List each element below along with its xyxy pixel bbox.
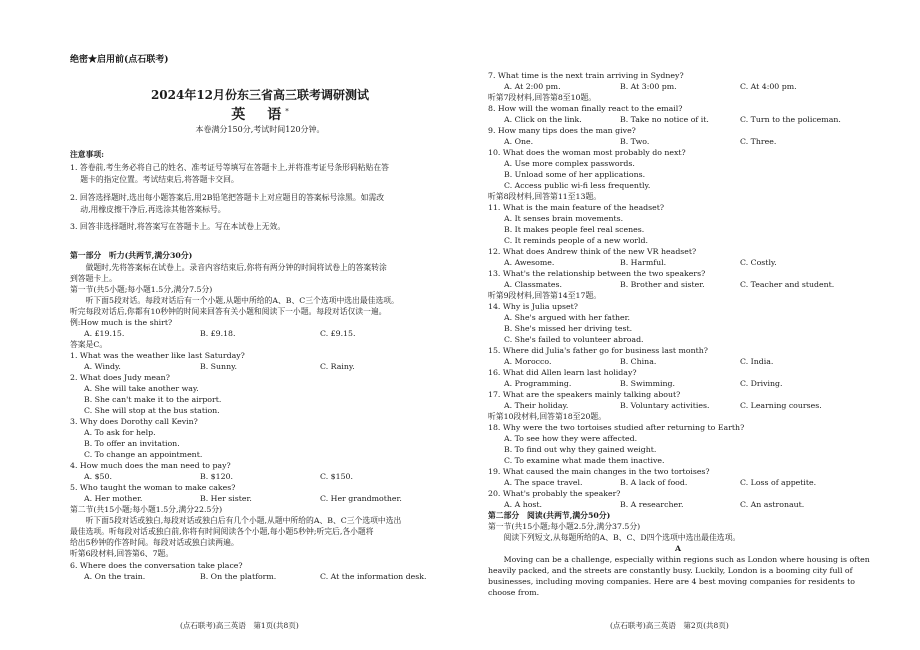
question-8: 8. How will the woman finally react to the email? bbox=[488, 104, 683, 113]
option: C. At the information desk. bbox=[320, 572, 427, 581]
page-footer: (点石联考)高三英语 第1页(共8页) bbox=[180, 621, 299, 630]
option: A. Windy. bbox=[84, 362, 121, 371]
option: C. To change an appointment. bbox=[84, 450, 203, 459]
option: B. Harmful. bbox=[620, 258, 667, 267]
section2-header: 第二节(共15小题;每小题1.5分,满分22.5分) bbox=[70, 505, 223, 514]
option: B. A lack of food. bbox=[620, 478, 688, 487]
option: B. Take no notice of it. bbox=[620, 115, 709, 124]
option: C. £9.15. bbox=[320, 329, 356, 338]
option: B. She can't make it to the airport. bbox=[84, 395, 222, 404]
option: C. India. bbox=[740, 357, 774, 366]
listening-instruction: 听第6段材料,回答第6、7题。 bbox=[70, 549, 174, 558]
question-5: 5. Who taught the woman to make cakes? bbox=[70, 483, 236, 492]
option: B. To offer an invitation. bbox=[84, 439, 180, 448]
question-20: 20. What's probably the speaker? bbox=[488, 489, 621, 498]
option: B. Brother and sister. bbox=[620, 280, 705, 289]
listening-instruction: 听第10段材料,回答第18至20题。 bbox=[488, 412, 607, 421]
section2-intro: 最佳选项。听每段对话或独白前,你将有时间阅读各个小题,每小题5秒钟;听完后,各小题将 bbox=[70, 527, 374, 536]
option: A. Her mother. bbox=[84, 494, 143, 503]
option: C. It reminds people of a new world. bbox=[504, 236, 648, 245]
option: C. Three. bbox=[740, 137, 777, 146]
confidential-label: 绝密★启用前(点石联考) bbox=[70, 55, 169, 65]
section2-intro: 听下面5段对话或独白,每段对话或独白后有几个小题,从题中所给的A、B、C三个选项中选出 bbox=[70, 516, 402, 525]
example-question: 例:How much is the shirt? bbox=[70, 318, 173, 327]
exam-meta: 本卷满分150分,考试时间120分钟。 bbox=[195, 125, 325, 134]
note-line: 动,用橡皮擦干净后,再选涂其他答案标号。 bbox=[70, 205, 226, 214]
listening-instruction: 听第7段材料,回答第8至10题。 bbox=[488, 93, 597, 102]
option: B. On the platform. bbox=[200, 572, 277, 581]
question-15: 15. Where did Julia's father go for business last month? bbox=[488, 346, 708, 355]
option: C. She's failed to volunteer abroad. bbox=[504, 335, 644, 344]
option: C. Turn to the policeman. bbox=[740, 115, 841, 124]
question-6: 6. Where does the conversation take place? bbox=[70, 561, 243, 570]
option: C. Learning courses. bbox=[740, 401, 822, 410]
note-line: 2. 回答选择题时,选出每小题答案后,用2B铅笔把答题卡上对应题目的答案标号涂黑。如需改 bbox=[70, 193, 385, 202]
example-answer: 答案是C。 bbox=[70, 340, 108, 349]
option: C. Driving. bbox=[740, 379, 783, 388]
section1-intro: 听完每段对话后,你都有10秒钟的时间来回答有关小题和阅读下一小题。每段对话仅读一遍。 bbox=[70, 307, 387, 316]
page-2 bbox=[460, 0, 920, 650]
subject-title: 英 语* bbox=[231, 107, 289, 123]
part2-section1-header: 第一节(共15小题;每小题2.5分,满分37.5分) bbox=[488, 522, 641, 531]
question-16: 16. What did Allen learn last holiday? bbox=[488, 368, 637, 377]
part1-header: 第一部分 听力(共两节,满分30分) bbox=[70, 251, 193, 260]
option: B. A researcher. bbox=[620, 500, 684, 509]
option: B. At 3:00 pm. bbox=[620, 82, 677, 91]
question-19: 19. What caused the main changes in the two tortoises? bbox=[488, 467, 710, 476]
question-1: 1. What was the weather like last Saturday? bbox=[70, 351, 245, 360]
note-line: 1. 答卷前,考生务必将自己的姓名、准考证号等填写在答题卡上,并将准考证号条形码粘贴在答 bbox=[70, 163, 389, 172]
note-line: 3. 回答非选择题时,将答案写在答题卡上。写在本试卷上无效。 bbox=[70, 222, 286, 231]
option: A. The space travel. bbox=[504, 478, 583, 487]
option: B. Voluntary activities. bbox=[620, 401, 710, 410]
question-7: 7. What time is the next train arriving in Sydney? bbox=[488, 71, 684, 80]
question-2: 2. What does Judy mean? bbox=[70, 373, 170, 382]
section1-header: 第一节(共5小题;每小题1.5分,满分7.5分) bbox=[70, 285, 213, 294]
option: A. She's argued with her father. bbox=[504, 313, 630, 322]
option: B. Sunny. bbox=[200, 362, 237, 371]
option: C. To examine what made them inactive. bbox=[504, 456, 665, 465]
listening-instruction: 听第8段材料,回答第11至13题。 bbox=[488, 192, 602, 201]
passage-line: choose from. bbox=[488, 588, 540, 597]
option: C. At 4:00 pm. bbox=[740, 82, 797, 91]
option: B. $120. bbox=[200, 472, 234, 481]
section1-intro: 听下面5段对话。每段对话后有一个小题,从题中所给的A、B、C三个选项中选出最佳选项。 bbox=[70, 296, 399, 305]
option: A. Morocco. bbox=[504, 357, 552, 366]
option: A. A host. bbox=[504, 500, 543, 509]
option: C. Her grandmother. bbox=[320, 494, 402, 503]
option: C. Rainy. bbox=[320, 362, 355, 371]
option: B. She's missed her driving test. bbox=[504, 324, 633, 333]
option: C. Teacher and student. bbox=[740, 280, 835, 289]
option: B. To find out why they gained weight. bbox=[504, 445, 657, 454]
option: B. Two. bbox=[620, 137, 650, 146]
option: A. Use more complex passwords. bbox=[504, 159, 635, 168]
option: B. Her sister. bbox=[200, 494, 252, 503]
question-14: 14. Why is Julia upset? bbox=[488, 302, 578, 311]
option: A. To see how they were affected. bbox=[504, 434, 638, 443]
question-17: 17. What are the speakers mainly talking about? bbox=[488, 390, 681, 399]
option: A. Classmates. bbox=[504, 280, 562, 289]
question-4: 4. How much does the man need to pay? bbox=[70, 461, 231, 470]
part1-intro: 做题时,先将答案标在试卷上。录音内容结束后,你将有两分钟的时间将试卷上的答案转涂 bbox=[70, 263, 387, 272]
question-12: 12. What does Andrew think of the new VR headset? bbox=[488, 247, 697, 256]
option: C. Loss of appetite. bbox=[740, 478, 817, 487]
passage-line: Moving can be a challenge, especially within regions such as London where housing is often bbox=[488, 555, 870, 564]
option: B. Swimming. bbox=[620, 379, 675, 388]
listening-instruction: 听第9段材料,回答第14至17题。 bbox=[488, 291, 602, 300]
question-3: 3. Why does Dorothy call Kevin? bbox=[70, 417, 198, 426]
option: C. Access public wi-fi less frequently. bbox=[504, 181, 651, 190]
note-line: 题卡的指定位置。考试结束后,将答题卡交回。 bbox=[70, 175, 239, 184]
option: C. An astronaut. bbox=[740, 500, 805, 509]
passage-label: A bbox=[674, 544, 682, 553]
option: C. $150. bbox=[320, 472, 353, 481]
question-18: 18. Why were the two tortoises studied after returning to Earth? bbox=[488, 423, 745, 432]
question-13: 13. What's the relationship between the two speakers? bbox=[488, 269, 706, 278]
option: A. It senses brain movements. bbox=[504, 214, 624, 223]
question-10: 10. What does the woman most probably do next? bbox=[488, 148, 686, 157]
option: A. To ask for help. bbox=[84, 428, 156, 437]
part1-intro: 到答题卡上。 bbox=[70, 274, 117, 283]
exam-title: 2024年12月份东三省高三联考调研测试 bbox=[150, 88, 370, 102]
question-11: 11. What is the main feature of the headset? bbox=[488, 203, 665, 212]
option: A. Awesome. bbox=[504, 258, 555, 267]
option: A. One. bbox=[504, 137, 534, 146]
option: A. On the train. bbox=[84, 572, 146, 581]
option: A. £19.15. bbox=[84, 329, 125, 338]
option: A. She will take another way. bbox=[84, 384, 199, 393]
option: A. Their holiday. bbox=[504, 401, 569, 410]
option: A. $50. bbox=[84, 472, 112, 481]
option: B. It makes people feel real scenes. bbox=[504, 225, 645, 234]
passage-line: businesses, including moving companies. Here are 4 best moving companies for residents to bbox=[488, 577, 855, 586]
option: A. At 2:00 pm. bbox=[504, 82, 561, 91]
option: A. Click on the link. bbox=[504, 115, 582, 124]
section2-intro: 给出5秒钟的作答时间。每段对话或独白读两遍。 bbox=[70, 538, 239, 547]
passage-line: heavily packed, and the streets are constantly busy. Luckily, London is a booming city full of bbox=[488, 566, 853, 575]
part2-intro: 阅读下列短文,从每题所给的A、B、C、D四个选项中选出最佳选项。 bbox=[488, 533, 741, 542]
option: B. £9.18. bbox=[200, 329, 236, 338]
part2-header: 第二部分 阅读(共两节,满分50分) bbox=[488, 511, 611, 520]
option: B. China. bbox=[620, 357, 657, 366]
option: C. Costly. bbox=[740, 258, 777, 267]
question-9: 9. How many tips does the man give? bbox=[488, 126, 636, 135]
option: B. Unload some of her applications. bbox=[504, 170, 646, 179]
option: C. She will stop at the bus station. bbox=[84, 406, 220, 415]
option: A. Programming. bbox=[504, 379, 572, 388]
notes-header: 注意事项: bbox=[70, 150, 105, 159]
page-footer: (点石联考)高三英语 第2页(共8页) bbox=[610, 621, 729, 630]
